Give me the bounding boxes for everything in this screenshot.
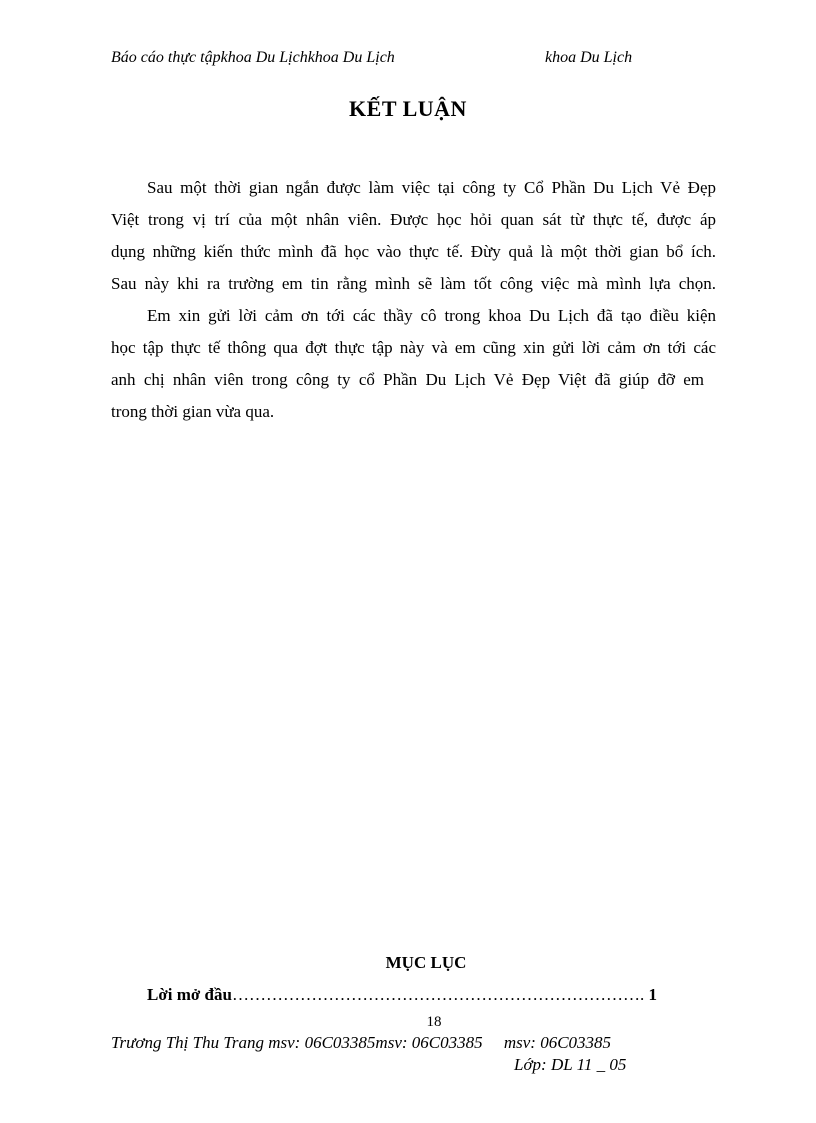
page-title: KẾT LUẬN: [349, 96, 467, 121]
paragraph-line: Sau một thời gian ngắn được làm việc tại công ty Cổ Phần Du Lịch Vẻ Đẹp: [147, 178, 716, 197]
toc-entry-leader: ……………………………………………………………….: [231, 985, 649, 1004]
footer-class: Lớp: DL 11 _ 05: [514, 1055, 627, 1074]
header-right: khoa Du Lịch: [545, 49, 633, 66]
page-number: 18: [426, 1014, 442, 1030]
toc-entry-page: 1: [648, 985, 657, 1004]
header-left: Báo cáo thực tậpkhoa Du Lịchkhoa Du Lịch: [111, 49, 395, 66]
paragraph-line: Sau này khi ra trường em tin rằng mình sẽ làm tốt công việc mà mình lựa chọn.: [111, 274, 716, 293]
toc-entry[interactable]: [147, 985, 657, 1005]
footer-author: Trương Thị Thu Trang msv: 06C03385msv: 06C03385 msv: 06C03385: [111, 1033, 612, 1052]
paragraph-line: dụng những kiến thức mình đã học vào thực tế. Đừy quả là một thời gian bổ ích.: [111, 242, 716, 261]
toc-title: MỤC LỤC: [385, 953, 467, 972]
paragraph-line: trong thời gian vừa qua.: [111, 402, 275, 421]
paragraph-line: học tập thực tế thông qua đợt thực tập này và em cũng xin gửi lời cảm ơn tới các: [111, 338, 716, 357]
paragraph-line: Việt trong vị trí của một nhân viên. Được học hỏi quan sát từ thực tế, được áp: [111, 210, 716, 229]
paragraph-line: Em xin gửi lời cảm ơn tới các thầy cô trong khoa Du Lịch đã tạo điều kiện: [147, 306, 716, 325]
toc-entry-label: Lời mở đầu: [147, 985, 232, 1004]
paragraph-line: anh chị nhân viên trong công ty cổ Phần Du Lịch Vẻ Đẹp Việt đã giúp đỡ em: [111, 370, 704, 389]
